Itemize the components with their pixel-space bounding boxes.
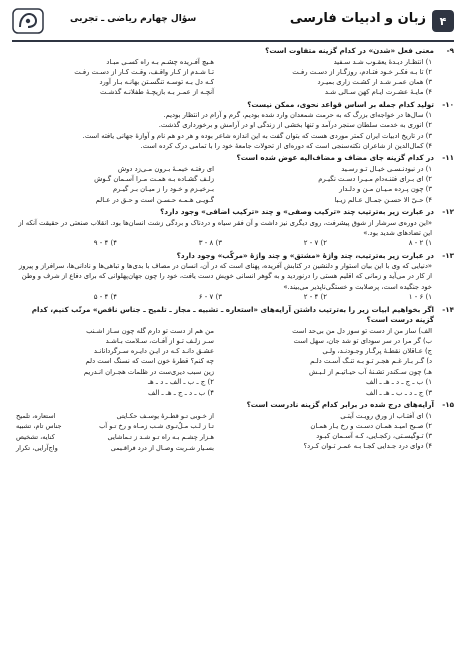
questions-area	[12, 46, 454, 657]
choice-1[interactable]: ۱) ب ـ ج ـ د ـ هـ ـ الف	[365, 378, 432, 387]
publisher-logo-icon	[12, 8, 44, 34]
verse-list	[12, 57, 454, 98]
question-text: اگر بخواهیم ابیات زیر را به‌ترتیب داشتن آرایه‌های «استعاره ـ تشبیه ـ مجاز ـ تلمیح ـ جناس ناقص» مرتّب کنیم، کدام گزینه درست است؟	[31, 304, 434, 325]
verse-line: ۱) انتظـار دیـدهٔ یعقـوب شـد سـفید	[333, 57, 432, 66]
verse-line: هـ) چون سـکندر تشـنهٔ آب حیـاتیـم از لـبـش	[308, 367, 432, 376]
verse-line: بـرخیـزم و خـود را ز میـان بـر گیـرم	[112, 185, 214, 194]
verse-line: هـیچ آفـریده چشـم بـه راه کسـی مبـاد	[106, 57, 214, 66]
choice-2[interactable]: ۲) ۴ - ۲	[303, 293, 327, 302]
verse-line: هـزار چشـم بـه راه تـو شـد ز تـماشایی	[107, 433, 214, 442]
verse-line: ای رفتـه خیمـهٔ بـرون مـی‌زد دوش	[117, 164, 214, 173]
option-column	[230, 411, 432, 454]
verse-list	[12, 326, 454, 377]
choice-grid	[12, 377, 454, 398]
option-4[interactable]: ۴) دوای درد جـدایی کجـا بـه عمـر تـوان کـرد؟	[303, 442, 432, 451]
verse-line: چه کنم؟ قطرهٔ خون است که نسنگ است دلم	[85, 357, 214, 366]
subject-title: زبان و ادبیات فارسی	[289, 11, 426, 26]
choice-4[interactable]: ۴) ب ـ د ـ ج ـ هـ ـ الف	[147, 388, 214, 397]
question-number: ۱۴-	[442, 304, 454, 314]
option-split	[12, 411, 454, 454]
verse-line: کـه دل بـه توسـه تنگسـتن بهانـه بـار آورد	[99, 78, 214, 87]
choice-4[interactable]: ۴) ۴ - ۹	[93, 239, 117, 248]
verse-line: عشـق دانـد کـه در ایـن دایـره سـرگردانانـد	[93, 347, 214, 356]
exam-tag: سؤال چهارم ریاضی ـ تجربی	[70, 14, 197, 24]
verse-line: زلـف گشـاده بـه همـت مـرا آسـمان گـوش	[94, 175, 214, 184]
passage: «این دوره‌ی سرشار از شوق پیشرفت، روی دیگری نیز داشت و آن فقر سیاه و دردناک و بردگی زشت انسان‌ها بود. انقلاب صنعتی در حقیقت آنکه از این تضادهای شدید بود.»	[18, 218, 432, 237]
question-14	[12, 305, 454, 398]
question-text: در عبارت زیر به‌ترتیب چند «ترکیب وصفی» و چند «ترکیب اضافی» وجود دارد؟	[160, 207, 434, 217]
question-text: معنی فعل «شدن» در کدام گزینه متفاوت است؟	[265, 46, 434, 55]
question-13	[12, 251, 454, 303]
option-4[interactable]: ۴) کمال‌الدین از شاعران نکته‌سنجی است که دوره‌ای از تحولات جامعهٔ خود را با تمامی درک کرده است.	[140, 142, 432, 151]
question-number: ۱۰-	[442, 99, 454, 109]
verse-line: آنچـه از عمـر بـه بازیچـهٔ طفلانـه گذشـت	[100, 88, 214, 97]
verse-line: تـا ز لـب مـلّ‌تـوی شـب زمـاه و رخ تـو آب	[99, 422, 214, 431]
verse-line: از خـوبی تـو قطـرهٔ یوسـف حکـایتی	[116, 411, 214, 420]
verse-line: ۲) تا بـه فکـر خـود فتـادم، روزگـار از دسـت رفـت	[292, 67, 432, 76]
question-number: ۱۳-	[442, 250, 454, 260]
verse-line: ج) عـاقلان نقطـهٔ پرگـار وجـودنـد، ولـی	[322, 347, 432, 356]
verse-line[interactable]: ۳) چون پـرده مـیـان مـن و دلـدار	[339, 185, 432, 194]
page-number: ۴	[432, 10, 454, 32]
verse-line: بسـیار شـربت وصـال از درد فراقـیمی	[110, 443, 214, 452]
choice-3[interactable]: ۳) ج ـ د ـ ب ـ هـ ـ الف	[365, 388, 432, 397]
verse-line: الف) ساز من از دست تو سوز دل من بی‌حد است	[292, 326, 432, 335]
option-list	[12, 110, 454, 151]
option-2[interactable]: ۲) انوری به خدمت سلطان سنجر درآمد و تنها بخشی از زندگی او در آرامش و برخورداری گذشت.	[158, 121, 432, 130]
device-tag: واج‌آرایی، تکرار	[16, 443, 58, 452]
verse-line: سـر زلـف تـو از آفـات، سـلامت بـاشـد	[105, 336, 214, 345]
verse-line: تـا شـدم از کـار واقـف، وقـت کـار از دسـت رفـت	[74, 67, 214, 76]
question-number: ۱۲-	[442, 207, 454, 217]
verse-line[interactable]: ۴) حـیّ الا حسـن جمـال عـالم زیـبا	[334, 195, 432, 204]
choice-row	[12, 238, 454, 249]
question-9	[12, 46, 454, 98]
question-10	[12, 100, 454, 152]
verse-line: د) گـر بـار غـم هجـر تـو بـه تنـگ آسـت دلـم	[310, 357, 432, 366]
verse-tag-pair	[12, 432, 214, 443]
verse-line[interactable]: ۲) ای بـرای فتنـه‌دام مـیـرا دسـت نگیـرم	[318, 175, 432, 184]
verse-tag-pair	[12, 421, 214, 432]
question-text: آرایه‌های درج شده در برابر کدام گزینه نادرست است؟	[246, 400, 434, 410]
option-2[interactable]: ۲) صـبح امیـد همـان دسـت و رخ یـار همـان	[310, 421, 432, 430]
choice-2[interactable]: ۲) ۷ - ۲	[303, 239, 327, 248]
question-12	[12, 207, 454, 249]
option-3[interactable]: ۳) در تاریخ ادبیات ایران کمتر موردی هست که بتوان گفت به این اندازه شاعر بوده و هر دو هم نام و آوازهٔ جهانی یافته است.	[82, 131, 432, 140]
device-tag: کنایه، تشخیص	[16, 433, 55, 442]
verse-line: زین سبب دیری‌ست در ظلمات هجـران انـدریم	[83, 367, 214, 376]
verse-line: ۳) همان عمـر شـد ار کشـت زاری بمیـرد	[317, 78, 432, 87]
verse-tag-pair	[12, 443, 214, 454]
passage: «دنیایی که وی با این بیان استوار و دلنشین در کتابش آفریده، پهنای است که در آن، انسان در مصاف با بدی‌ها و تباهی‌ها و نادانی‌ها، سرافراز و پیروز از کار در می‌آید و زمانی که اقلیم هستی را درنوردید و به گوهر انسانی خویش دست یافت، خود را چون جهان‌پهلوانی که برای دفاع از شرف و وطن خود جنگیده است، پرصلابت و خستگی‌ناپذیر می‌بیند.»	[18, 262, 432, 291]
question-15	[12, 400, 454, 454]
choice-3[interactable]: ۳) ۸ - ۳	[198, 239, 222, 248]
question-number: ۱۱-	[442, 153, 454, 163]
verse-line: گـویـی هـمـه حـسـن است و حـق در عـالم	[95, 195, 214, 204]
question-11	[12, 153, 454, 205]
choice-3[interactable]: ۳) ۷ - ۶	[198, 293, 222, 302]
option-1[interactable]: ۱) ای آفتـاب از ورق رویـت آیتـی	[340, 411, 432, 420]
verse-line: ب) گر مرا در سر سودای تو شد جان، سهل است	[293, 336, 432, 345]
verse-list	[12, 164, 454, 205]
question-text: در کدام گزینه جای مضاف و مضاف‌الیه عوض شده است؟	[236, 153, 434, 163]
choice-row	[12, 292, 454, 303]
choice-1[interactable]: ۱) ۲ - ۸	[408, 239, 432, 248]
verse-line: ۴) مایـهٔ عشـرت ایـام کهن سـالی شـد	[324, 88, 432, 97]
option-3[interactable]: ۳) تـوگیسـتی، زکجـایی، کـه آسـمان کبـود	[316, 432, 432, 441]
device-tag: استعاره، تلمیح	[16, 411, 56, 420]
verse-tag-pair	[12, 411, 214, 422]
choice-4[interactable]: ۴) ۴ - ۵	[93, 293, 117, 302]
verse-line[interactable]: ۱) در نبودنـسـی خیـال تـو رسـید	[341, 164, 432, 173]
device-tag: جناس تام، تشبیه	[16, 422, 62, 431]
question-number: ۱۵-	[442, 400, 454, 410]
choice-2[interactable]: ۲) ج ـ ب ـ الف ـ د ـ هـ	[147, 378, 214, 387]
question-text: تولید کدام جمله بر اساس قواعد نحوی، ممکن نیست؟	[247, 99, 434, 109]
question-number: ۹-	[446, 46, 454, 55]
option-1[interactable]: ۱) سال‌ها در خواجه‌ای بزرگ که به حرمت شمعدان وارد شده بودیم، گرم و آرام در انتظار بودیم.	[163, 111, 432, 120]
verse-line: من هم از دست تو دارم گله چون سـاز اشـنب	[86, 326, 214, 335]
question-text: در عبارت زیر به‌ترتیب، چند واژهٔ «مشتق» و چند واژهٔ «مرکّب» وجود دارد؟	[176, 250, 434, 260]
header-rule	[12, 40, 454, 42]
choice-1[interactable]: ۱) ۶ - ۱	[408, 293, 432, 302]
verse-tag-column	[12, 411, 214, 454]
page-header	[12, 8, 454, 38]
